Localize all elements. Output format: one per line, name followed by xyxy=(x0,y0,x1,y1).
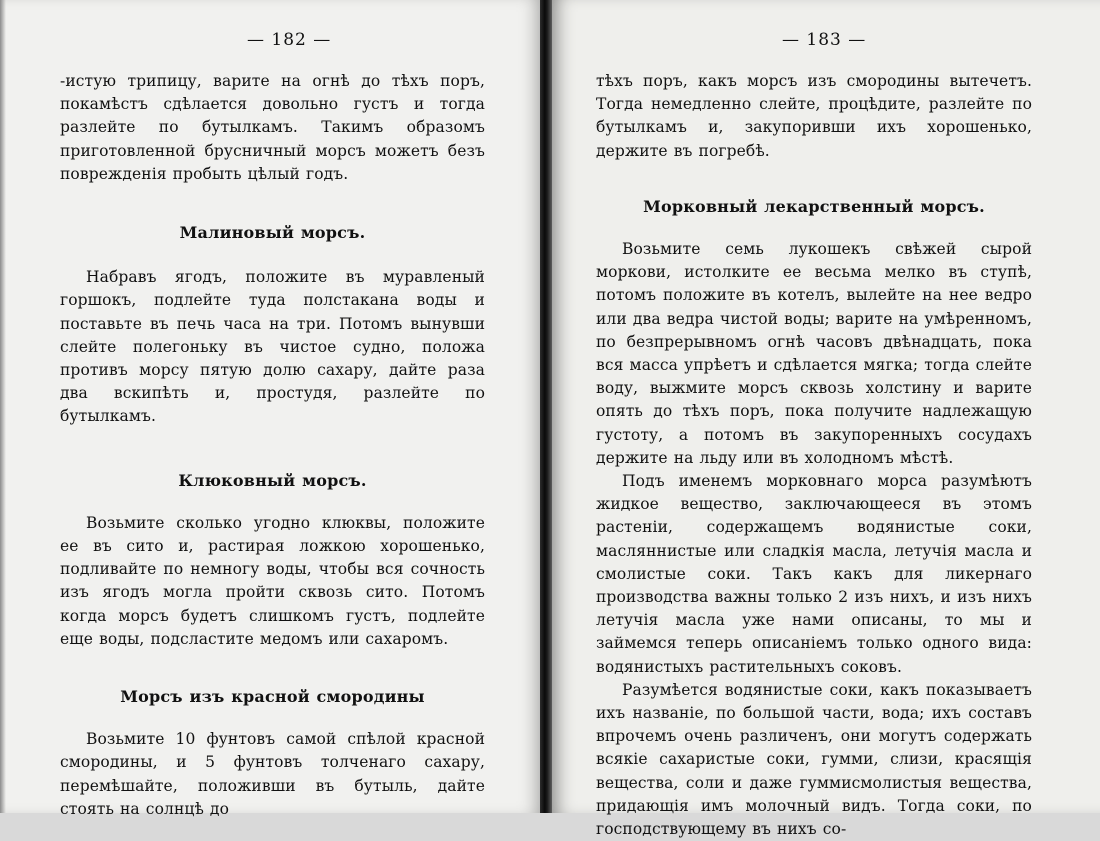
paragraph: Возьмите семь лукошекъ свѣжей сырой моркови, истолките ее весьма мелко въ ступѣ, потомъ положите въ котелъ, вылейте на нее ведро или два ведра чистой воды; варите на умѣренномъ, по безпрерывномъ огнѣ часовъ двѣнадцать, пока вся масса упрѣетъ и сдѣлается мягка; тогда слейте воду, выжмите морсъ сквозь холстину и варите опять до тѣхъ поръ, пока получите надлежащую густоту, а потомъ въ закупоренныхъ сосудахъ держите на льду или въ холодномъ мѣстѣ. xyxy=(596,240,1032,467)
paragraph: Возьмите 10 фунтовъ самой спѣлой красной смородины, и 5 фунтовъ толченаго сахару, перемѣшайте, положивши въ бутыль, дайте стоять на солнцѣ до xyxy=(60,730,485,818)
right-text-block xyxy=(596,70,1032,841)
section-heading: Морковный лекарственный морсъ. xyxy=(643,196,985,216)
page-edge-shadow xyxy=(0,0,6,813)
left-text-block xyxy=(60,70,485,821)
paragraph: Разумѣется водянистые соки, какъ показываетъ ихъ названіе, по большой части, вода; ихъ составъ впрочемъ очень различенъ, они могутъ содержать всякіе сахаристые соки, гумми, слизи, красящія вещества, соли и даже гуммисмолистыя вещества, придающія имъ молочный видъ. Тогда соки, по господствующему въ нихъ со- xyxy=(596,680,1032,839)
paragraph: -истую трипицу, варите на огнѣ до тѣхъ поръ, покамѣстъ сдѣлается довольно густъ и тогда разлейте по бутылкамъ. Такимъ образомъ приготовленной брусничный морсъ можетъ безъ поврежденія пробыть цѣлый годъ. xyxy=(60,72,485,183)
page-number-right: — 183 — xyxy=(782,30,867,50)
left-page xyxy=(0,0,540,818)
paragraph: Подъ именемъ морковнаго морса разумѣютъ жидкое вещество, заключающееся въ этомъ растеніи, содержащемъ водянистые соки, масляннистые или сладкія масла, летучія масла и смолистые соки. Такъ какъ для ликернаго производства важны только 2 изъ нихъ, и изъ нихъ летучія масла уже нами описаны, то мы и займемся теперь описаніемъ только одного вида: водянистыхъ растительныхъ соковъ. xyxy=(596,472,1032,676)
section-heading: Клюковный морсъ. xyxy=(178,470,367,490)
paragraph: тѣхъ поръ, какъ морсъ изъ смородины вытечетъ. Тогда немедленно слейте, процѣдите, разлейте по бутылкамъ и, закупоривши ихъ хорошенько, держите въ погребѣ. xyxy=(596,72,1032,160)
book-gutter xyxy=(540,0,552,813)
section-heading: Малиновый морсъ. xyxy=(179,223,366,243)
page-number-left: — 182 — xyxy=(247,30,332,50)
right-page xyxy=(552,0,1100,839)
section-heading: Морсъ изъ красной смородины xyxy=(120,687,425,707)
paragraph: Возьмите сколько угодно клюквы, положите ее въ сито и, растирая ложкою хорошенько, подливайте по немногу воды, чтобы вся сочность изъ ягодъ могла пройти сквозь сито. Потомъ когда морсъ будетъ слишкомъ густъ, подлейте еще воды, подсластите медомъ или сахаромъ. xyxy=(60,513,485,648)
paragraph: Набравъ ягодъ, положите въ муравленый горшокъ, подлейте туда полстакана воды и поставьте въ печь часа на три. Потомъ вынувши слейте полегоньку въ чистое судно, положа противъ морсу пятую долю сахару, дайте раза два вскипѣть и, простудя, разлейте по бутылкамъ. xyxy=(60,268,485,426)
